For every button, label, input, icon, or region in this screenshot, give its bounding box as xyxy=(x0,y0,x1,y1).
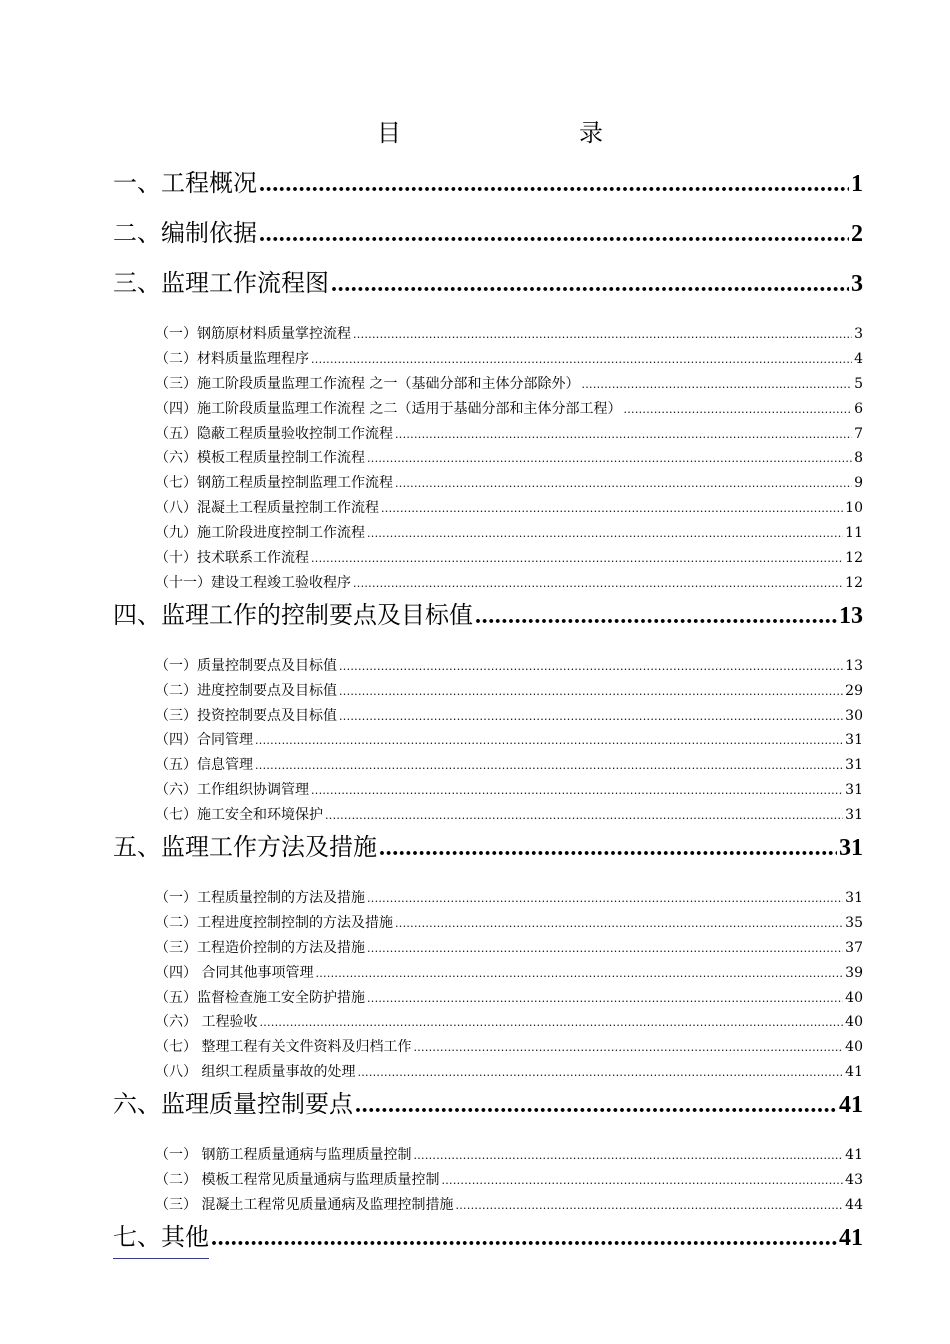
toc-subsection-title: （五）信息管理 xyxy=(155,757,253,774)
toc-subsection-title: （六） 工程验收 xyxy=(155,1014,258,1031)
toc-section-title: 五、监理工作方法及措施 xyxy=(113,833,377,862)
toc-subsection-entry[interactable] xyxy=(113,1035,863,1060)
toc-dot-leader xyxy=(381,497,843,521)
toc-dot-leader xyxy=(259,1011,843,1035)
toc-page-number: 4 xyxy=(854,350,863,367)
toc-subsection-title: （三）投资控制要点及目标值 xyxy=(155,707,337,724)
toc-section-entry[interactable] xyxy=(113,164,863,214)
toc-dot-leader xyxy=(395,472,852,496)
toc-subsection-entry[interactable] xyxy=(113,728,863,753)
toc-page-number: 41 xyxy=(845,1147,863,1164)
toc-dot-leader xyxy=(395,423,852,447)
toc-section-title: 四、监理工作的控制要点及目标值 xyxy=(113,600,473,629)
toc-subsection-entry[interactable] xyxy=(113,496,863,521)
toc-page-number: 44 xyxy=(845,1196,863,1213)
toc-page-number: 43 xyxy=(845,1172,863,1189)
toc-subsection-title: （三）施工阶段质量监理工作流程 之一（基础分部和主体分部除外） xyxy=(155,375,580,392)
toc-subsection-entry[interactable] xyxy=(113,679,863,704)
toc-dot-leader xyxy=(441,1169,843,1193)
toc-dot-leader xyxy=(311,348,852,372)
toc-page-number: 31 xyxy=(845,782,863,799)
toc-page-number: 9 xyxy=(854,475,863,492)
toc-dot-leader xyxy=(311,547,843,571)
toc-spacer xyxy=(113,646,863,654)
toc-page-number: 40 xyxy=(845,989,863,1006)
table-of-contents xyxy=(113,164,863,1268)
toc-page-number: 5 xyxy=(854,375,863,392)
toc-page-number: 31 xyxy=(845,807,863,824)
toc-subsection-entry[interactable] xyxy=(113,936,863,961)
toc-subsection-entry[interactable] xyxy=(113,803,863,828)
toc-dot-leader xyxy=(311,779,843,803)
toc-subsection-entry[interactable] xyxy=(113,911,863,936)
toc-dot-leader xyxy=(339,655,843,679)
toc-dot-leader xyxy=(367,447,852,471)
toc-dot-leader xyxy=(353,572,843,596)
toc-section-title: 七、其他 xyxy=(113,1218,209,1259)
toc-dot-leader xyxy=(259,165,849,203)
toc-page-number: 30 xyxy=(845,707,863,724)
toc-subsection-title: （四） 合同其他事项管理 xyxy=(155,964,314,981)
toc-subsection-title: （十一）建设工程竣工验收程序 xyxy=(155,574,351,591)
toc-dot-leader xyxy=(379,829,837,867)
toc-dot-leader xyxy=(255,729,843,753)
toc-subsection-entry[interactable] xyxy=(113,521,863,546)
toc-section-title: 三、监理工作流程图 xyxy=(113,269,329,297)
toc-subsection-title: （二）工程进度控制控制的方法及措施 xyxy=(155,914,393,931)
toc-page-number: 13 xyxy=(839,602,863,629)
toc-dot-leader xyxy=(331,265,849,303)
toc-dot-leader xyxy=(413,1144,843,1168)
toc-subsection-entry[interactable] xyxy=(113,471,863,496)
toc-subsection-entry[interactable] xyxy=(113,546,863,571)
toc-subsection-entry[interactable] xyxy=(113,961,863,986)
toc-subsection-title: （一）钢筋原材料质量掌控流程 xyxy=(155,326,351,342)
toc-dot-leader xyxy=(455,1194,843,1218)
toc-section-title: 二、编制依据 xyxy=(113,219,257,247)
toc-page-number: 29 xyxy=(845,682,863,699)
toc-subsection-title: （二） 模板工程常见质量通病与监理质量控制 xyxy=(155,1172,440,1189)
toc-title xyxy=(0,116,950,150)
toc-page-number: 41 xyxy=(845,1064,863,1081)
toc-subsection-entry[interactable] xyxy=(113,1143,863,1168)
toc-dot-leader xyxy=(357,1061,843,1085)
toc-dot-leader xyxy=(211,1219,837,1257)
toc-subsection-title: （九）施工阶段进度控制工作流程 xyxy=(155,525,365,542)
toc-dot-leader xyxy=(255,754,843,778)
toc-subsection-entry[interactable] xyxy=(113,446,863,471)
toc-section-entry[interactable] xyxy=(113,1085,863,1135)
toc-dot-leader xyxy=(339,705,843,729)
toc-subsection-entry[interactable] xyxy=(113,322,863,347)
toc-subsection-title: （三） 混凝土工程常见质量通病及监理控制措施 xyxy=(155,1196,454,1213)
toc-subsection-title: （二）材料质量监理程序 xyxy=(155,350,309,367)
toc-dot-leader xyxy=(339,680,843,704)
toc-subsection-title: （四）施工阶段质量监理工作流程 之二（适用于基础分部和主体分部工程） xyxy=(155,400,622,417)
toc-title-char-1: 目 xyxy=(377,119,401,147)
toc-section-entry[interactable] xyxy=(113,1218,863,1268)
toc-spacer xyxy=(113,1135,863,1143)
toc-dot-leader xyxy=(475,597,837,635)
toc-dot-leader xyxy=(259,215,849,253)
toc-subsection-title: （七）钢筋工程质量控制监理工作流程 xyxy=(155,475,393,492)
toc-dot-leader xyxy=(355,1086,837,1124)
toc-subsection-title: （一）工程质量控制的方法及措施 xyxy=(155,890,365,907)
toc-page-number: 31 xyxy=(839,835,863,862)
toc-subsection-entry[interactable] xyxy=(113,1060,863,1085)
toc-title-char-2: 录 xyxy=(579,119,603,147)
toc-subsection-entry[interactable] xyxy=(113,347,863,372)
toc-subsection-entry[interactable] xyxy=(113,753,863,778)
toc-page-number: 10 xyxy=(845,500,863,517)
toc-section-entry[interactable] xyxy=(113,264,863,314)
toc-subsection-entry[interactable] xyxy=(113,422,863,447)
toc-page-number: 41 xyxy=(839,1224,863,1251)
toc-spacer xyxy=(113,878,863,886)
toc-dot-leader xyxy=(325,804,843,828)
toc-page-number: 37 xyxy=(845,939,863,956)
toc-section-entry[interactable] xyxy=(113,596,863,646)
toc-dot-leader xyxy=(623,398,852,422)
toc-subsection-entry[interactable] xyxy=(113,372,863,397)
toc-dot-leader xyxy=(367,887,843,911)
toc-subsection-title: （一）质量控制要点及目标值 xyxy=(155,657,337,674)
toc-subsection-title: （六）模板工程质量控制工作流程 xyxy=(155,450,365,467)
toc-subsection-entry[interactable] xyxy=(113,886,863,911)
toc-page-number: 40 xyxy=(845,1039,863,1056)
toc-page-number: 40 xyxy=(845,1014,863,1031)
toc-page-number: 31 xyxy=(845,732,863,749)
toc-dot-leader xyxy=(367,522,843,546)
toc-subsection-entry[interactable] xyxy=(113,654,863,679)
toc-page-number: 11 xyxy=(845,525,863,542)
toc-subsection-title: （二）进度控制要点及目标值 xyxy=(155,682,337,699)
toc-page-number: 31 xyxy=(845,757,863,774)
toc-page-number: 35 xyxy=(845,914,863,931)
toc-page-number: 31 xyxy=(845,890,863,907)
toc-page-number: 2 xyxy=(851,221,863,247)
toc-section-title: 六、监理质量控制要点 xyxy=(113,1090,353,1119)
toc-dot-leader xyxy=(581,373,852,397)
toc-subsection-entry[interactable] xyxy=(113,397,863,422)
toc-dot-leader xyxy=(315,962,843,986)
toc-spacer xyxy=(113,314,863,322)
toc-page-number: 41 xyxy=(839,1092,863,1119)
toc-subsection-title: （一） 钢筋工程质量通病与监理质量控制 xyxy=(155,1147,412,1164)
toc-section-entry[interactable] xyxy=(113,828,863,878)
toc-page-number: 39 xyxy=(845,964,863,981)
toc-subsection-entry[interactable] xyxy=(113,704,863,729)
toc-dot-leader xyxy=(395,912,843,936)
toc-subsection-title: （八）混凝土工程质量控制工作流程 xyxy=(155,500,379,517)
toc-page-number: 3 xyxy=(854,326,863,342)
toc-subsection-title: （四）合同管理 xyxy=(155,732,253,749)
toc-page-number: 7 xyxy=(854,425,863,442)
toc-dot-leader xyxy=(367,937,843,961)
toc-page-number: 3 xyxy=(851,271,863,297)
toc-subsection-entry[interactable] xyxy=(113,571,863,596)
toc-subsection-entry[interactable] xyxy=(113,1168,863,1193)
toc-section-title: 一、工程概况 xyxy=(113,169,257,197)
toc-subsection-entry[interactable] xyxy=(113,778,863,803)
toc-page-number: 12 xyxy=(845,550,863,567)
toc-subsection-title: （五）隐蔽工程质量验收控制工作流程 xyxy=(155,425,393,442)
toc-page-number: 1 xyxy=(851,171,863,197)
toc-subsection-entry[interactable] xyxy=(113,986,863,1011)
toc-subsection-title: （三）工程造价控制的方法及措施 xyxy=(155,939,365,956)
toc-page-number: 12 xyxy=(845,574,863,591)
toc-page-number: 13 xyxy=(845,657,863,674)
toc-subsection-title: （五）监督检查施工安全防护措施 xyxy=(155,989,365,1006)
toc-subsection-entry[interactable] xyxy=(113,1193,863,1218)
toc-subsection-title: （七） 整理工程有关文件资料及归档工作 xyxy=(155,1039,412,1056)
toc-dot-leader xyxy=(413,1036,843,1060)
toc-page-number: 6 xyxy=(854,400,863,417)
toc-subsection-title: （八） 组织工程质量事故的处理 xyxy=(155,1064,356,1081)
toc-dot-leader xyxy=(367,987,843,1011)
toc-dot-leader xyxy=(353,323,852,347)
toc-subsection-entry[interactable] xyxy=(113,1010,863,1035)
toc-subsection-title: （六）工作组织协调管理 xyxy=(155,782,309,799)
toc-section-entry[interactable] xyxy=(113,214,863,264)
toc-subsection-title: （十）技术联系工作流程 xyxy=(155,550,309,567)
toc-page-number: 8 xyxy=(854,450,863,467)
toc-subsection-title: （七）施工安全和环境保护 xyxy=(155,807,323,824)
